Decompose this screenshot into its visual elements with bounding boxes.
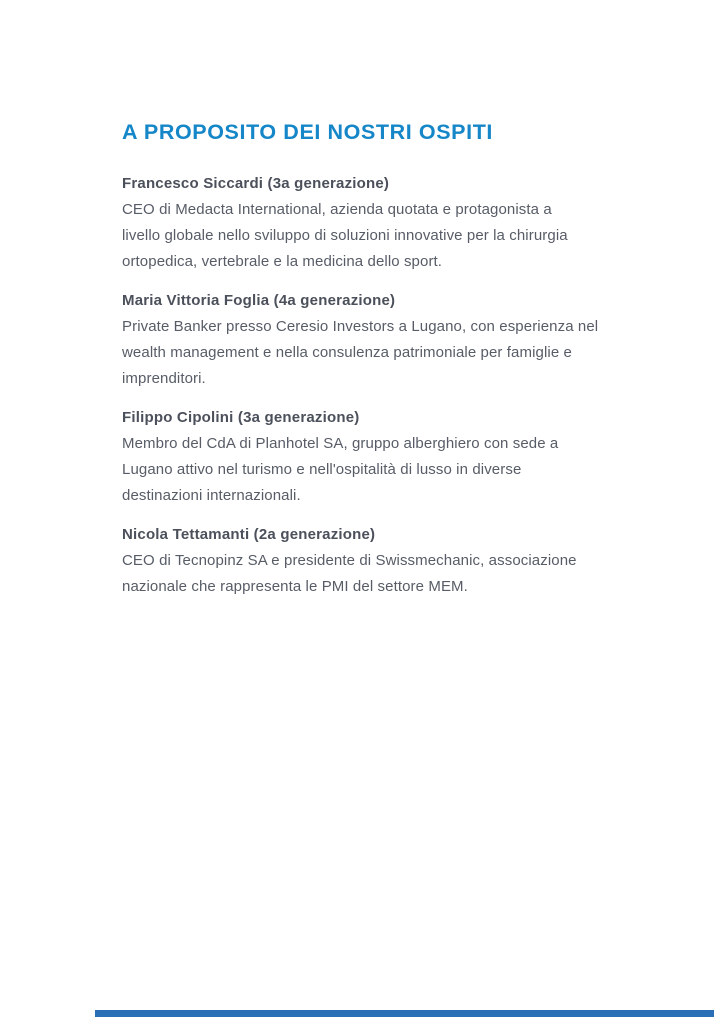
guest-description-line: nazionale che rappresenta le PMI del settore MEM. <box>122 577 468 595</box>
guest-description-line: imprenditori. <box>122 369 206 387</box>
page-title: A PROPOSITO DEI NOSTRI OSPITI <box>122 120 494 144</box>
page-content <box>122 121 662 613</box>
guest-description-line: Lugano attivo nel turismo e nell'ospitalità di lusso in diverse <box>122 460 522 478</box>
guest-section-nicola-tettamanti <box>122 522 662 600</box>
guest-description-line: livello globale nello sviluppo di soluzioni innovative per la chirurgia <box>122 226 568 244</box>
footer-accent-bar <box>95 1010 714 1017</box>
guest-description-line: wealth management e nella consulenza patrimoniale per famiglie e <box>122 343 572 361</box>
guest-description-line: destinazioni internazionali. <box>122 486 301 504</box>
guest-section-maria-vittoria-foglia <box>122 288 662 392</box>
guest-section-francesco-siccardi <box>122 171 662 275</box>
guest-description-line: CEO di Tecnopinz SA e presidente di Swissmechanic, associazione <box>122 551 577 569</box>
guest-description-line: Membro del CdA di Planhotel SA, gruppo alberghiero con sede a <box>122 434 559 452</box>
guest-description-line: Private Banker presso Ceresio Investors a Lugano, con esperienza nel <box>122 317 599 335</box>
guest-name: Filippo Cipolini (3a generazione) <box>122 408 360 426</box>
guest-description-line: CEO di Medacta International, azienda quotata e protagonista a <box>122 200 552 218</box>
guest-section-filippo-cipolini <box>122 405 662 509</box>
guest-name: Nicola Tettamanti (2a generazione) <box>122 525 376 543</box>
guest-description-line: ortopedica, vertebrale e la medicina dello sport. <box>122 252 443 270</box>
guest-name: Francesco Siccardi (3a generazione) <box>122 174 390 192</box>
guest-name: Maria Vittoria Foglia (4a generazione) <box>122 291 396 309</box>
